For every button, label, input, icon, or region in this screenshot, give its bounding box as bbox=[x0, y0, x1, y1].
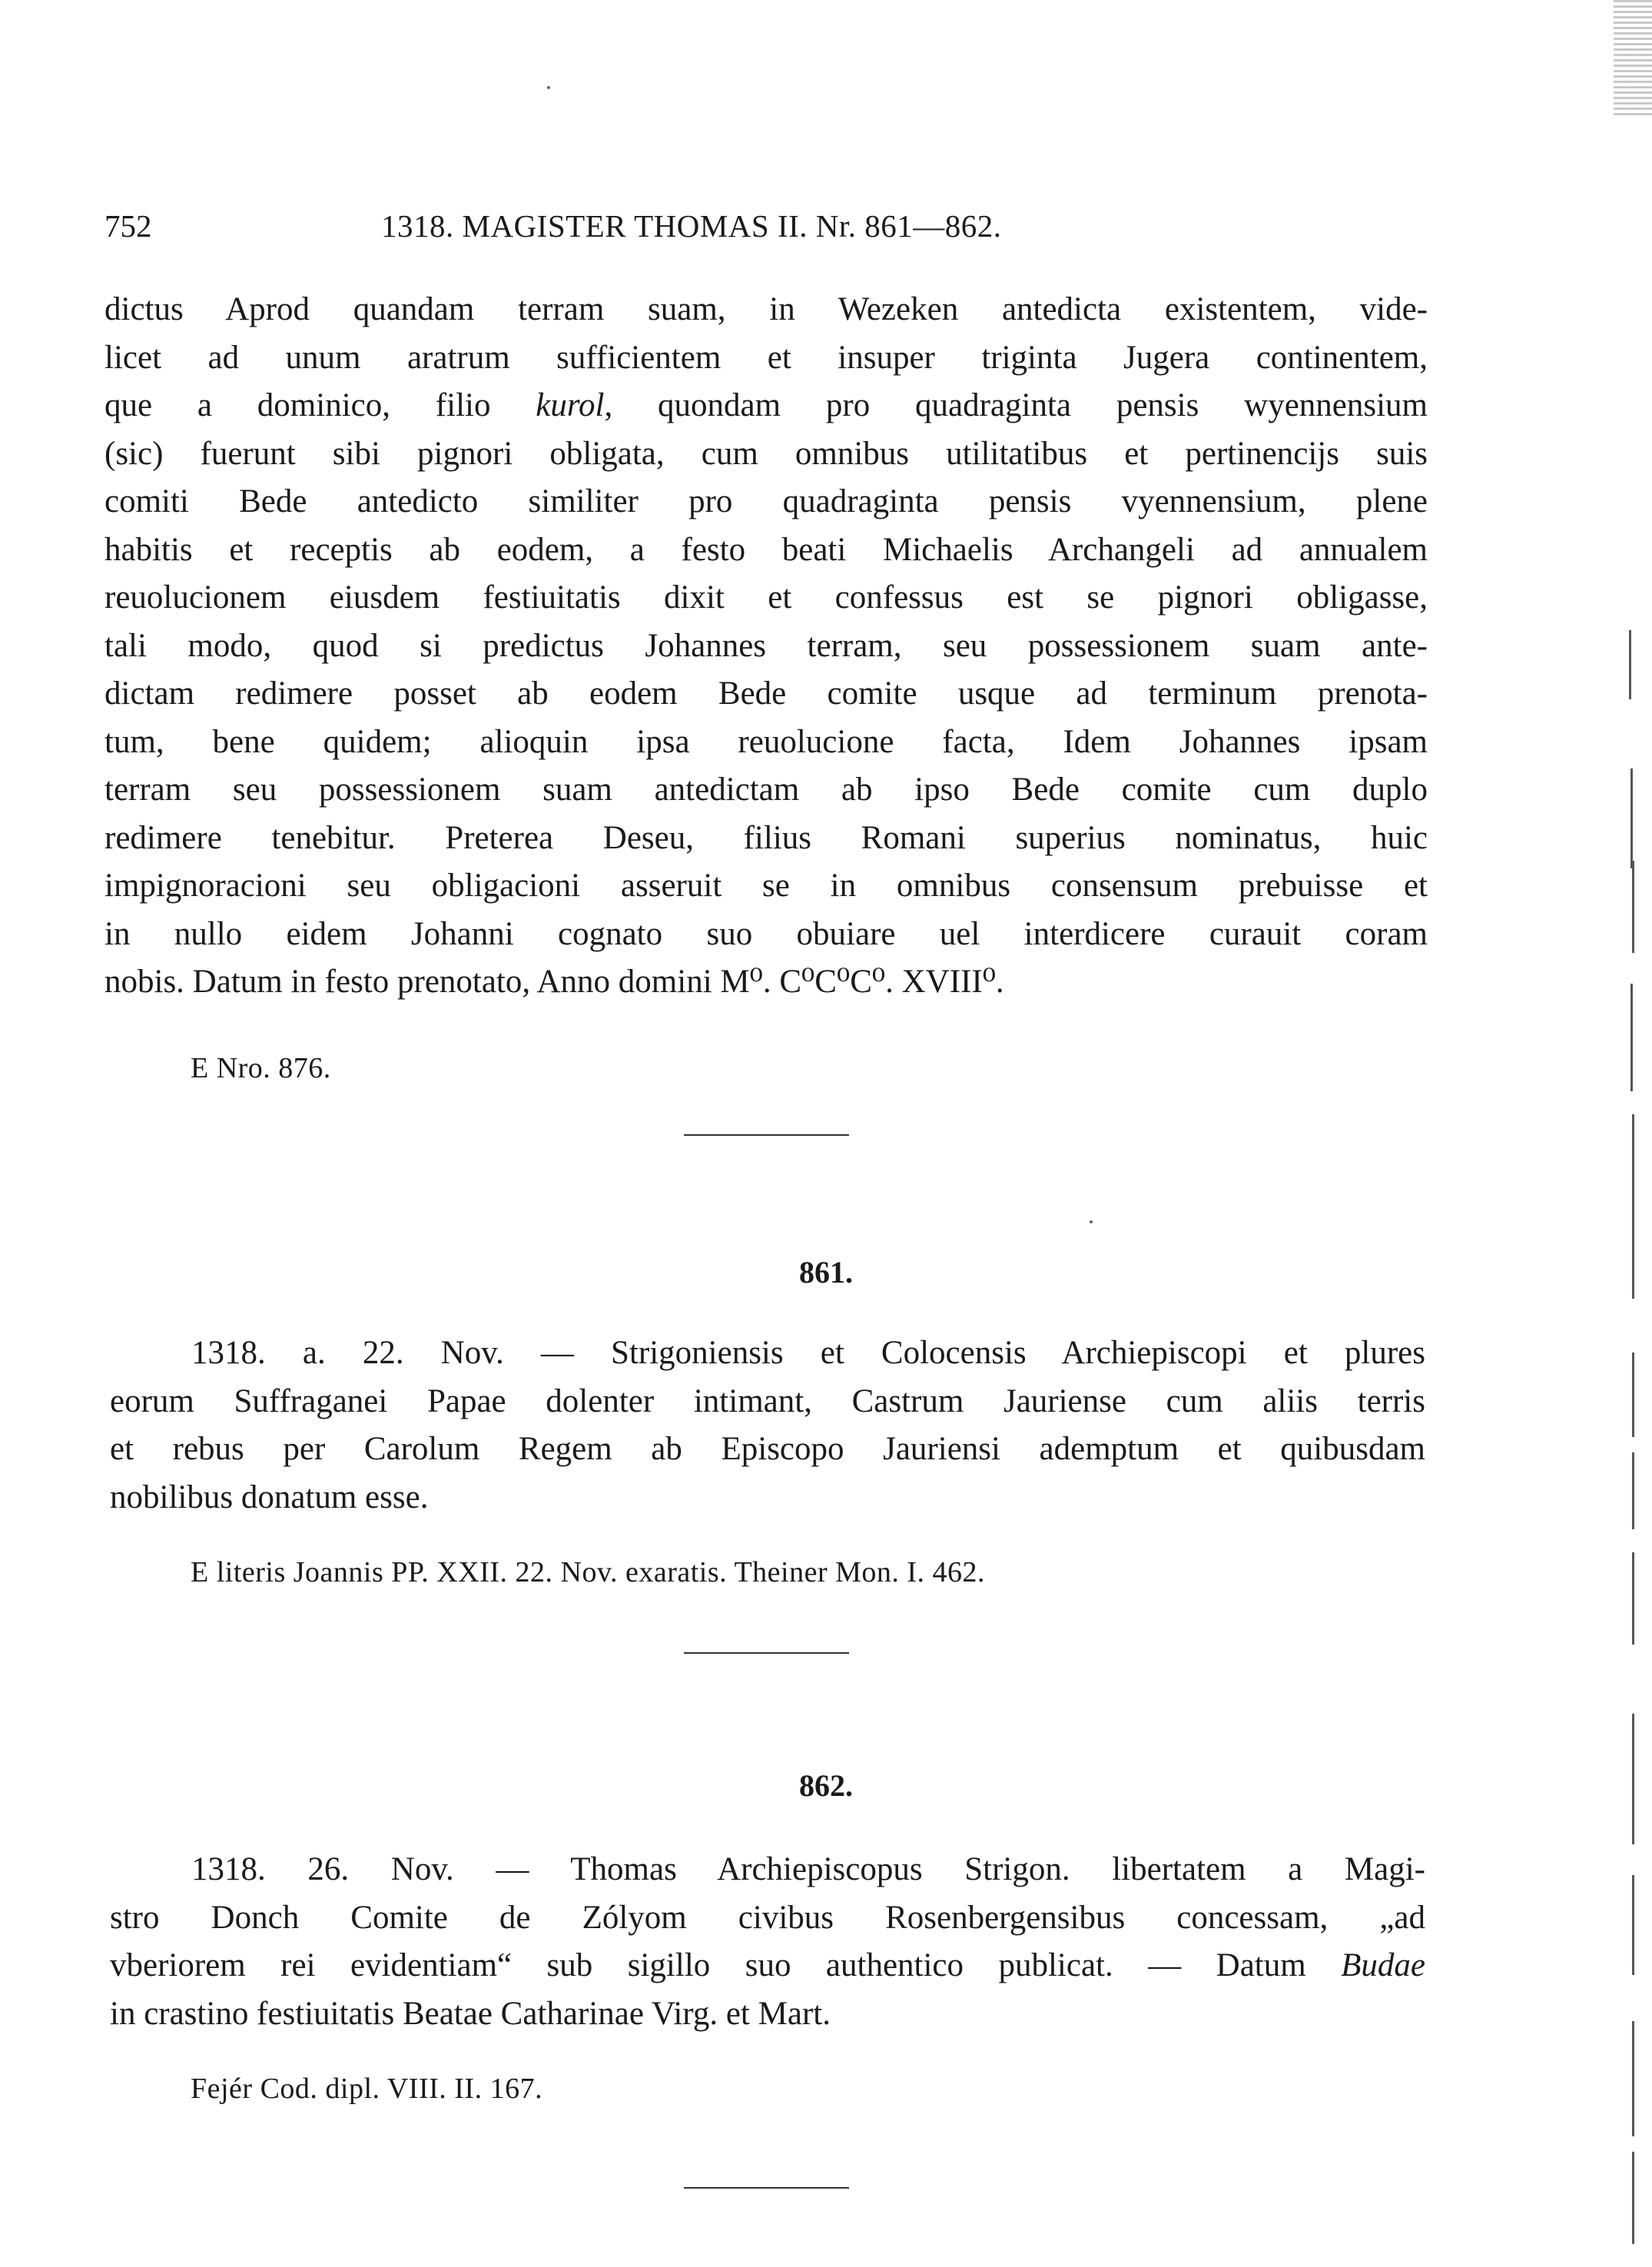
text-line: nobilibus donatum esse. bbox=[110, 1479, 429, 1515]
section-divider bbox=[684, 1134, 849, 1136]
scan-edge-artifact bbox=[1621, 0, 1652, 2267]
text-line: terram seu possessionem suam antedictam ab ipso Bede comite cum duplo bbox=[104, 772, 1428, 808]
scan-speck bbox=[1090, 1220, 1093, 1223]
text-line: in nullo eidem Johanni cognato suo obuiare uel interdicere curauit coram bbox=[104, 915, 1428, 952]
text-line: (sic) fuerunt sibi pignori obligata, cum omnibus utilitatibus et pertinencijs suis bbox=[104, 435, 1428, 472]
text-line: dictam redimere posset ab eodem Bede comite usque ad terminum prenota- bbox=[104, 675, 1428, 712]
source-note-861: E literis Joannis PP. XXII. 22. Nov. exaratis. Theiner Mon. I. 462. bbox=[191, 1556, 986, 1588]
text-line: vberiorem rei evidentiam“ sub sigillo suo authentico publicat. — Datum Budae bbox=[110, 1947, 1425, 1983]
text-line: et rebus per Carolum Regem ab Episcopo Jauriensi ademptum et quibusdam bbox=[110, 1431, 1425, 1467]
summary-862 bbox=[110, 1846, 1425, 2038]
text-line: eorum Suffraganei Papae dolenter intimant, Castrum Jauriense cum aliis terris bbox=[110, 1382, 1425, 1419]
text-line: dictus Aprod quandam terram suam, in Wezeken antedicta existentem, vide- bbox=[104, 291, 1428, 327]
text-line: reuolucionem eiusdem festiuitatis dixit et confessus est se pignori obligasse, bbox=[104, 579, 1428, 616]
source-note-862: Fejér Cod. dipl. VIII. II. 167. bbox=[191, 2073, 543, 2105]
text-line: habitis et receptis ab eodem, a festo beati Michaelis Archangeli ad annualem bbox=[104, 531, 1428, 568]
text-line: redimere tenebitur. Preterea Deseu, filius Romani superius nominatus, huic bbox=[104, 819, 1428, 856]
running-title: 1318. MAGISTER THOMAS II. Nr. 861—862. bbox=[381, 208, 1002, 244]
source-note-876: E Nro. 876. bbox=[191, 1052, 331, 1084]
text-line: comiti Bede antedicto similiter pro quadraginta pensis vyennensium, plene bbox=[104, 483, 1428, 519]
text-line: 1318. a. 22. Nov. — Strigoniensis et Colocensis Archiepiscopi et plures bbox=[191, 1335, 1425, 1371]
doc-number-862: 862. bbox=[799, 1768, 853, 1803]
text-line: nobis. Datum in festo prenotato, Anno domini M⁰. C⁰C⁰C⁰. XVIII⁰. bbox=[104, 964, 1004, 1000]
text-line: que a dominico, filio kurol, quondam pro quadraginta pensis wyennensium bbox=[104, 387, 1428, 423]
doc-number-861: 861. bbox=[799, 1255, 853, 1290]
text-line: impignoracioni seu obligacioni asseruit se in omnibus consensum prebuisse et bbox=[104, 868, 1428, 904]
text-line: tali modo, quod si predictus Johannes terram, seu possessionem suam ante- bbox=[104, 627, 1428, 664]
scan-speck bbox=[547, 86, 550, 89]
main-text-block bbox=[104, 286, 1428, 1007]
summary-861 bbox=[110, 1329, 1425, 1522]
section-divider bbox=[684, 2187, 849, 2189]
text-line: in crastino festiuitatis Beatae Catharinae Virg. et Mart. bbox=[110, 1995, 831, 2032]
section-divider bbox=[684, 1652, 849, 1654]
text-line: 1318. 26. Nov. — Thomas Archiepiscopus Strigon. libertatem a Magi- bbox=[191, 1851, 1425, 1887]
text-line: tum, bene quidem; alioquin ipsa reuolucione facta, Idem Johannes ipsam bbox=[104, 723, 1428, 760]
text-line: licet ad unum aratrum sufficientem et insuper triginta Jugera continentem, bbox=[104, 339, 1428, 376]
text-line: stro Donch Comite de Zólyom civibus Rosenbergensibus concessam, „ad bbox=[110, 1899, 1425, 1936]
page-number: 752 bbox=[104, 208, 152, 244]
page-header bbox=[104, 207, 1426, 254]
